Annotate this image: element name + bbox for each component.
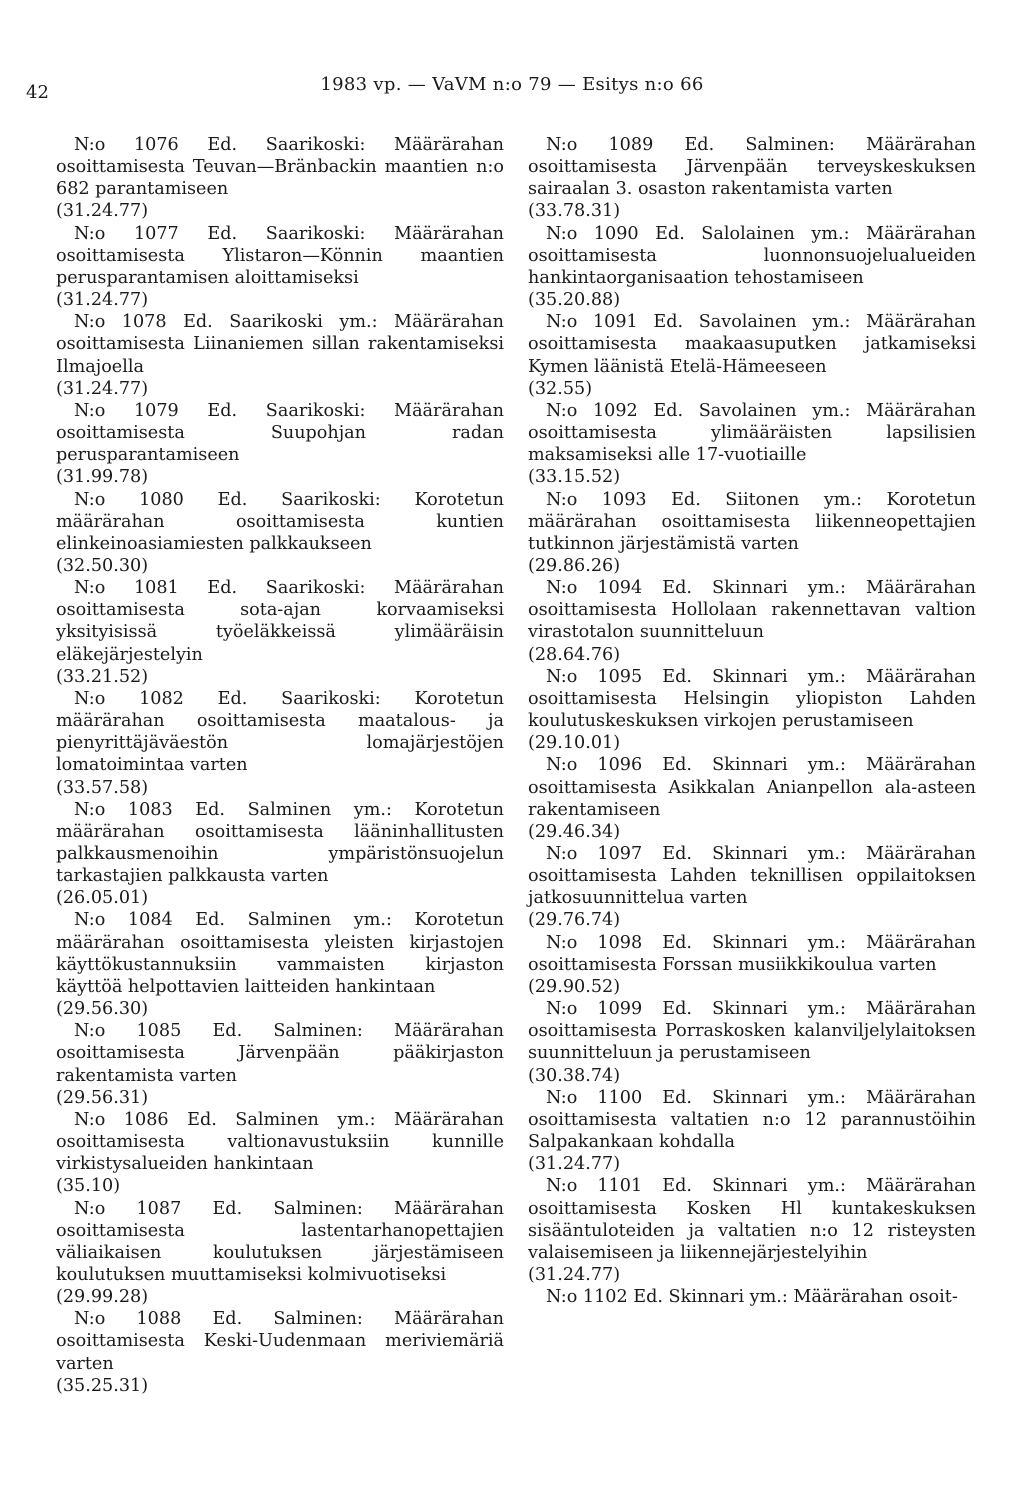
budget-code: (31.24.77) (56, 201, 149, 222)
motion-entry (56, 688, 504, 799)
budget-code: (33.15.52) (528, 467, 621, 488)
left-column (56, 134, 504, 1397)
motion-entry (528, 1286, 976, 1308)
motion-entry (56, 909, 504, 1020)
motion-text: N:o 1101 Ed. Skinnari ym.: Määrärahan osoittamisesta Kosken Hl kuntakeskuksen sisääntuloteiden ja valtatien n:o 12 risteysten valaisemiseen ja liikennejärjestelyihin (528, 1176, 976, 1263)
motion-entry (528, 1175, 976, 1286)
budget-code: (31.99.78) (56, 467, 149, 488)
budget-code: (31.24.77) (528, 1154, 621, 1175)
budget-code: (33.21.52) (56, 666, 149, 687)
budget-code: (29.76.74) (528, 910, 621, 931)
budget-code: (31.24.77) (56, 378, 149, 399)
motion-entry (56, 799, 504, 910)
motion-text: N:o 1080 Ed. Saarikoski: Korotetun määrärahan osoittamisesta kuntien elinkeinoasiamiesten palkkaukseen (56, 489, 504, 554)
motion-text: N:o 1078 Ed. Saarikoski ym.: Määrärahan osoittamisesta Liinaniemen sillan rakentamiseksi Ilmajoella (56, 312, 504, 377)
motion-entry (528, 400, 976, 489)
motion-text: N:o 1085 Ed. Salminen: Määrärahan osoittamisesta Järvenpään pääkirjaston rakentamista varten (56, 1021, 504, 1086)
budget-code: (31.24.77) (528, 1264, 621, 1285)
motion-text: N:o 1093 Ed. Siitonen ym.: Korotetun määrärahan osoittamisesta liikenneopettajien tutkinnon järjestämistä varten (528, 489, 976, 554)
right-column (528, 134, 976, 1308)
budget-code: (33.78.31) (528, 201, 621, 222)
motion-entry (56, 1109, 504, 1198)
budget-code: (29.99.28) (56, 1287, 149, 1308)
motion-entry (56, 223, 504, 312)
budget-code: (29.56.31) (56, 1087, 149, 1108)
motion-entry (528, 998, 976, 1087)
running-header: 1983 vp. — VaVM n:o 79 — Esitys n:o 66 (320, 74, 704, 95)
motion-text: N:o 1084 Ed. Salminen ym.: Korotetun määrärahan osoittamisesta yleisten kirjastojen käyttökustannuksiin vammaisten kirjaston käyttöä helpottavien laitteiden hankintaan (56, 910, 504, 997)
motion-entry (528, 311, 976, 400)
motion-text: N:o 1097 Ed. Skinnari ym.: Määrärahan osoittamisesta Lahden teknillisen oppilaitoksen jatkosuunnittelua varten (528, 844, 976, 909)
motion-entry (56, 489, 504, 578)
motion-text: N:o 1099 Ed. Skinnari ym.: Määrärahan osoittamisesta Porraskosken kalanviljelylaitoksen suunnitteluun ja perustamiseen (528, 999, 976, 1064)
motion-entry (56, 1198, 504, 1309)
motion-text: N:o 1090 Ed. Salolainen ym.: Määrärahan osoittamisesta luonnonsuojelualueiden hankintaorganisaation tehostamiseen (528, 223, 976, 288)
budget-code: (31.24.77) (56, 290, 149, 311)
budget-code: (29.56.30) (56, 999, 149, 1020)
motion-text: N:o 1092 Ed. Savolainen ym.: Määrärahan osoittamisesta ylimääräisten lapsilisien maksamiseksi alle 17-vuotiaille (528, 400, 976, 466)
motion-text: N:o 1089 Ed. Salminen: Määrärahan osoittamisesta Järvenpään terveyskeskuksen sairaalan 3. osaston rakentamista varten (528, 135, 976, 200)
budget-code: (33.57.58) (56, 777, 149, 798)
budget-code: (32.55) (528, 378, 593, 399)
motion-entry (528, 577, 976, 666)
motion-entry (56, 134, 504, 223)
budget-code: (26.05.01) (56, 888, 149, 909)
motion-text: N:o 1079 Ed. Saarikoski: Määrärahan osoittamisesta Suupohjan radan perusparantamiseen (56, 400, 504, 466)
motion-text: N:o 1087 Ed. Salminen: Määrärahan osoittamisesta lastentarhanopettajien väliaikaisen koulutuksen järjestämiseen koulutuksen muuttamiseksi kolmivuotiseksi (56, 1198, 504, 1285)
motion-text: N:o 1083 Ed. Salminen ym.: Korotetun määrärahan osoittamisesta lääninhallitusten palkkausmenoihin ympäristönsuojelun tarkastajien palkkausta varten (56, 799, 504, 887)
motion-entry (56, 400, 504, 489)
motion-text: N:o 1088 Ed. Salminen: Määrärahan osoittamisesta Keski-Uudenmaan meriviemäriä varten (56, 1309, 504, 1374)
budget-code: (29.86.26) (528, 555, 621, 576)
motion-entry (528, 932, 976, 998)
motion-entry (56, 577, 504, 688)
motion-text: N:o 1082 Ed. Saarikoski: Korotetun määrärahan osoittamisesta maatalous- ja pienyrittäjäväestön lomajärjestöjen lomatoimintaa varten (56, 688, 504, 776)
budget-code: (32.50.30) (56, 555, 149, 576)
motion-entry (528, 134, 976, 223)
budget-code: (30.38.74) (528, 1065, 621, 1086)
motion-entry (528, 1087, 976, 1176)
page-number: 42 (26, 82, 49, 103)
motion-text: N:o 1076 Ed. Saarikoski: Määrärahan osoittamisesta Teuvan—Bränbackin maantien n:o 682 parantamiseen (56, 135, 504, 200)
motion-text: N:o 1091 Ed. Savolainen ym.: Määrärahan osoittamisesta maakaasuputken jatkamiseksi Kymen läänistä Etelä-Hämeeseen (528, 312, 976, 377)
motion-text: N:o 1086 Ed. Salminen ym.: Määrärahan osoittamisesta valtionavustuksiin kunnille virkistysalueiden hankintaan (56, 1109, 504, 1175)
motion-text: N:o 1098 Ed. Skinnari ym.: Määrärahan osoittamisesta Forssan musiikkikoulua varten (528, 932, 976, 975)
motion-text: N:o 1081 Ed. Saarikoski: Määrärahan osoittamisesta sota-ajan korvaamiseksi yksityisissä työeläkkeissä ylimääräisin eläkejärjestelyin (56, 578, 504, 665)
motion-text: N:o 1095 Ed. Skinnari ym.: Määrärahan osoittamisesta Helsingin yliopiston Lahden koulutuskeskuksen virkojen perustamiseen (528, 666, 976, 732)
budget-code: (35.25.31) (56, 1375, 149, 1396)
budget-code: (29.10.01) (528, 733, 621, 754)
motion-text: N:o 1100 Ed. Skinnari ym.: Määrärahan osoittamisesta valtatien n:o 12 parannustöihin Salpakankaan kohdalla (528, 1087, 976, 1153)
budget-code: (35.10) (56, 1176, 121, 1197)
motion-text: N:o 1094 Ed. Skinnari ym.: Määrärahan osoittamisesta Hollolaan rakennettavan valtion virastotalon suunnitteluun (528, 578, 976, 643)
motion-entry (56, 1020, 504, 1109)
budget-code: (29.46.34) (528, 821, 621, 842)
budget-code: (28.64.76) (528, 644, 621, 665)
motion-entry (528, 843, 976, 932)
motion-entry (56, 1308, 504, 1397)
motion-text: N:o 1096 Ed. Skinnari ym.: Määrärahan osoittamisesta Asikkalan Anianpellon ala-asteen rakentamiseen (528, 755, 976, 820)
budget-code: (35.20.88) (528, 290, 621, 311)
budget-code: (29.90.52) (528, 976, 621, 997)
motion-entry (528, 489, 976, 578)
motion-entry (528, 666, 976, 755)
motion-text: N:o 1077 Ed. Saarikoski: Määrärahan osoittamisesta Ylistaron—Könnin maantien perusparantamisen aloittamiseksi (56, 223, 504, 288)
motion-entry (528, 754, 976, 843)
motion-entry (528, 223, 976, 312)
motion-entry (56, 311, 504, 400)
motion-text: N:o 1102 Ed. Skinnari ym.: Määrärahan osoit- (546, 1287, 958, 1308)
